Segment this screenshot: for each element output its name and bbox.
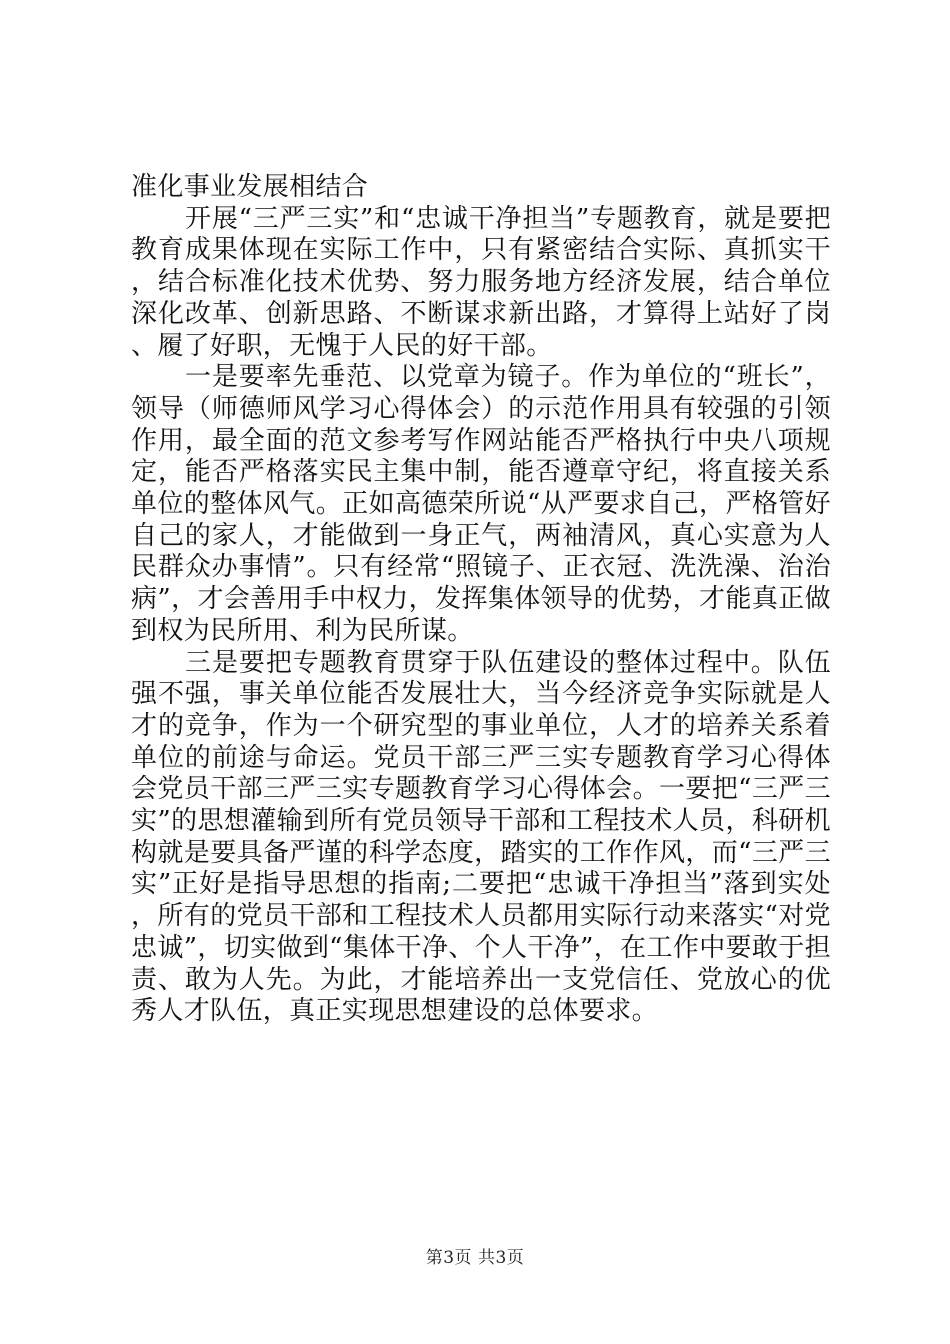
document-body [131, 172, 831, 1028]
paragraph-continuation: 准化事业发展相结合 [131, 172, 369, 202]
page-number-footer: 第3页 共3页 [425, 1248, 525, 1268]
paragraph-intro: 开展“三严三实”和“忠诚干净担当”专题教育，就是要把教育成果体现在实际工作中，只有紧密结合实际、真抓实干，结合标准化技术优势、努力服务地方经济发展，结合单位深化改革、创新思路、不断谋求新出路，才算得上站好了岗、履了好职，无愧于人民的好干部。 [131, 203, 831, 361]
paragraph-point-three: 三是要把专题教育贯穿于队伍建设的整体过程中。队伍强不强，事关单位能否发展壮大，当今经济竞争实际就是人才的竞争，作为一个研究型的事业单位，人才的培养关系着单位的前途与命运。党员干部三严三实专题教育学习心得体会党员干部三严三实专题教育学习心得体会。一要把“三严三实”的思想灌输到所有党员领导干部和工程技术人员，科研机构就是要具备严谨的科学态度，踏实的工作作风，而“三严三实”正好是指导思想的指南;二要把“忠诚干净担当”落到实处，所有的党员干部和工程技术人员都用实际行动来落实“对党忠诚”，切实做到“集体干净、个人干净”，在工作中要敢于担责、敢为人先。为此，才能培养出一支党信任、党放心的优秀人才队伍，真正实现思想建设的总体要求。 [131, 647, 831, 1027]
paragraph-point-one: 一是要率先垂范、以党章为镜子。作为单位的“班长”，领导（师德师风学习心得体会）的示范作用具有较强的引领作用，最全面的范文参考写作网站能否严格执行中央八项规定，能否严格落实民主集中制，能否遵章守纪，将直接关系单位的整体风气。正如高德荣所说“从严要求自己，严格管好自己的家人，才能做到一身正气，两袖清风，真心实意为人民群众办事情”。只有经常“照镜子、正衣冠、洗洗澡、治治病”，才会善用手中权力，发挥集体领导的优势，才能真正做到权为民所用、利为民所谋。 [131, 362, 831, 646]
